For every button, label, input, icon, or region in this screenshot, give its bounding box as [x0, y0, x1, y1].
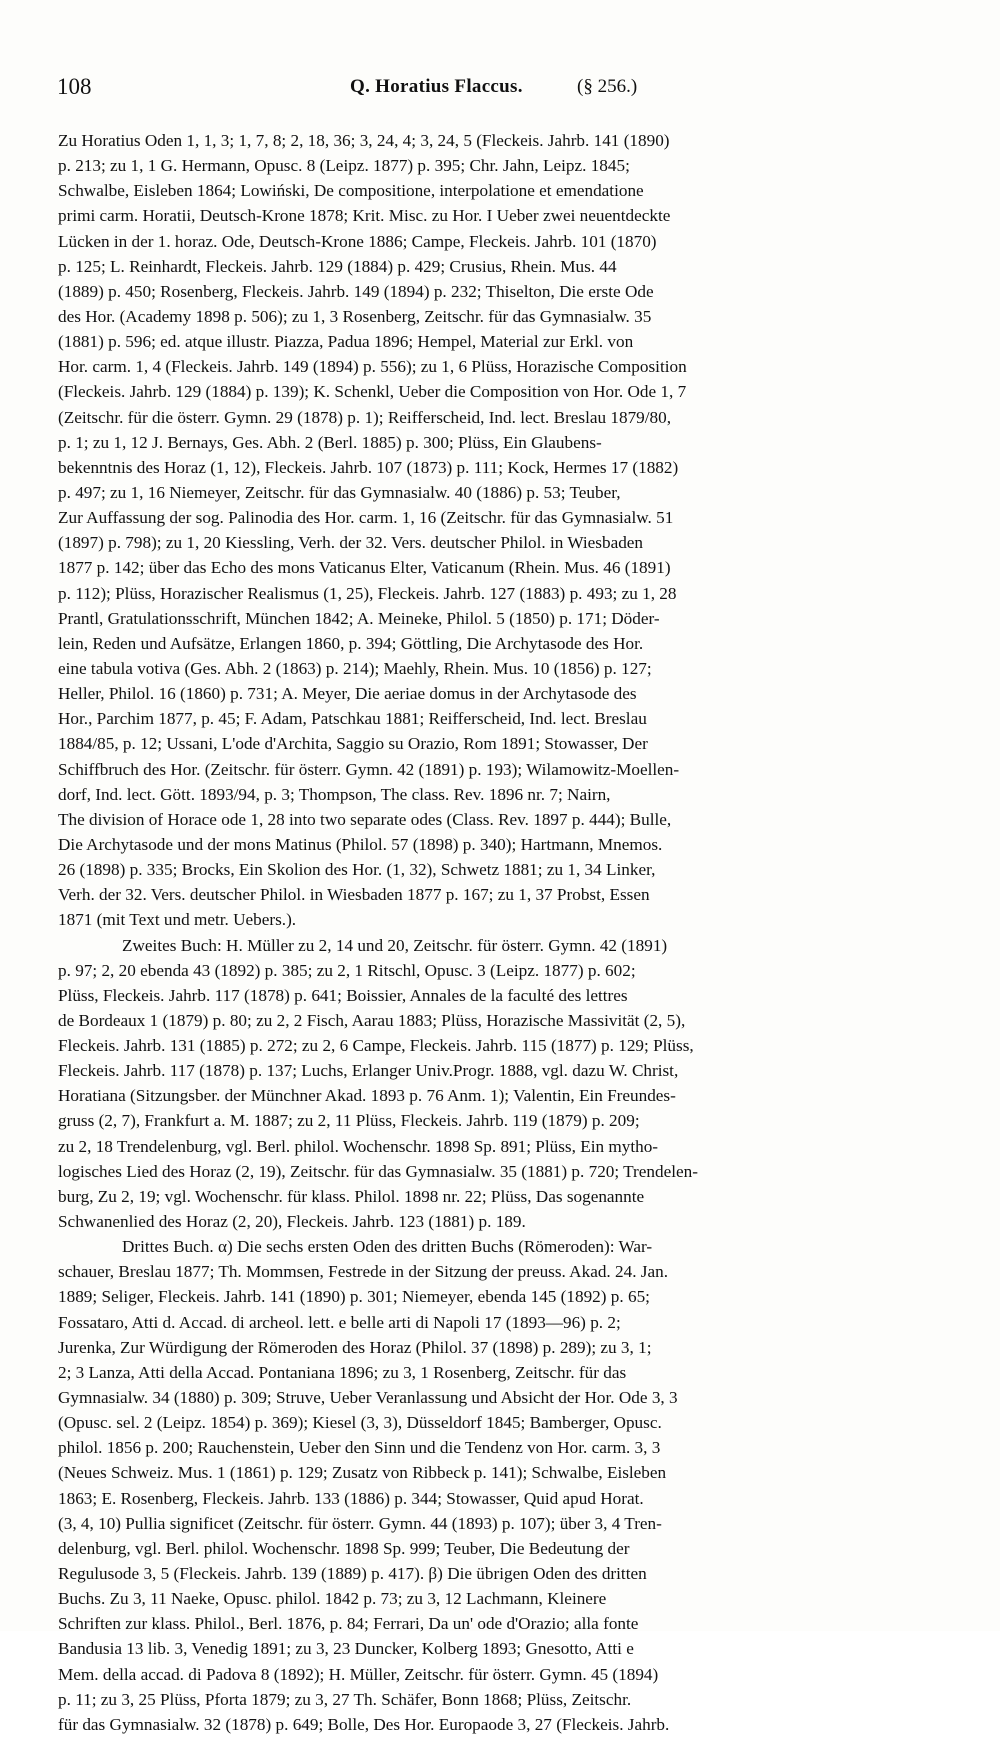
- text-line: p. 125; L. Reinhardt, Fleckeis. Jahrb. 129 (1884) p. 429; Crusius, Rhein. Mus. 44: [58, 256, 617, 276]
- text-line: Regulusode 3, 5 (Fleckeis. Jahrb. 139 (1889) p. 417). β) Die übrigen Oden des dritten: [58, 1564, 647, 1584]
- text-line: bekenntnis des Horaz (1, 12), Fleckeis. Jahrb. 107 (1873) p. 111; Kock, Hermes 17 (1882): [58, 457, 679, 477]
- text-line: (Fleckeis. Jahrb. 129 (1884) p. 139); K. Schenkl, Ueber die Composition von Hor. Ode 1, 7: [58, 382, 687, 402]
- text-line: Die Archytasode und der mons Matinus (Philol. 57 (1898) p. 340); Hartmann, Mnemos.: [58, 834, 663, 854]
- text-line: Schriften zur klass. Philol., Berl. 1876, p. 84; Ferrari, Da un' ode d'Orazio; alla fonte: [58, 1614, 639, 1634]
- text-line: Plüss, Fleckeis. Jahrb. 117 (1878) p. 641; Boissier, Annales de la faculté des lettres: [58, 985, 628, 1005]
- text-line: lein, Reden und Aufsätze, Erlangen 1860, p. 394; Göttling, Die Archytasode des Hor.: [58, 633, 644, 653]
- text-line: p. 497; zu 1, 16 Niemeyer, Zeitschr. für das Gymnasialw. 40 (1886) p. 53; Teuber,: [58, 482, 621, 502]
- text-line: p. 112); Plüss, Horazischer Realismus (1, 25), Fleckeis. Jahrb. 127 (1883) p. 493; zu 1, 28: [58, 583, 677, 603]
- text-line: (1881) p. 596; ed. atque illustr. Piazza, Padua 1896; Hempel, Material zur Erkl. von: [58, 332, 634, 352]
- text-line: 1884/85, p. 12; Ussani, L'ode d'Archita, Saggio su Orazio, Rom 1891; Stowasser, Der: [58, 734, 648, 754]
- text-line: logisches Lied des Horaz (2, 19), Zeitschr. für das Gymnasialw. 35 (1881) p. 720; Trendelen-: [58, 1161, 698, 1181]
- text-line: Jurenka, Zur Würdigung der Römeroden des Horaz (Philol. 37 (1898) p. 289); zu 3, 1;: [58, 1337, 652, 1357]
- text-line: Gymnasialw. 34 (1880) p. 309; Struve, Ueber Veranlassung und Absicht der Hor. Ode 3, 3: [58, 1388, 678, 1408]
- text-line: de Bordeaux 1 (1879) p. 80; zu 2, 2 Fisch, Aarau 1883; Plüss, Horazische Massivität (2, 5),: [58, 1010, 686, 1030]
- text-line: Heller, Philol. 16 (1860) p. 731; A. Meyer, Die aeriae domus in der Archytasode des: [58, 684, 637, 704]
- text-line: The division of Horace ode 1, 28 into two separate odes (Class. Rev. 1897 p. 444); Bulle,: [58, 809, 672, 829]
- running-head-section: (§ 256.): [577, 76, 638, 97]
- text-line: p. 213; zu 1, 1 G. Hermann, Opusc. 8 (Leipz. 1877) p. 395; Chr. Jahn, Leipz. 1845;: [58, 156, 630, 176]
- text-line: Fleckeis. Jahrb. 131 (1885) p. 272; zu 2, 6 Campe, Fleckeis. Jahrb. 115 (1877) p. 129; Plüss,: [58, 1036, 694, 1056]
- text-line: Schiffbruch des Hor. (Zeitschr. für österr. Gymn. 42 (1891) p. 193); Wilamowitz-Moellen-: [58, 759, 680, 779]
- text-line: 26 (1898) p. 335; Brocks, Ein Skolion des Hor. (1, 32), Schwetz 1881; zu 1, 34 Linker,: [58, 860, 656, 880]
- text-line: für das Gymnasialw. 32 (1878) p. 649; Bolle, Des Hor. Europaode 3, 27 (Fleckeis. Jahrb.: [58, 1714, 670, 1734]
- text-line: philol. 1856 p. 200; Rauchenstein, Ueber den Sinn und die Tendenz von Hor. carm. 3, 3: [58, 1438, 661, 1458]
- text-line: Schwalbe, Eisleben 1864; Lowiński, De compositione, interpolatione et emendatione: [58, 181, 644, 201]
- text-line: Lücken in der 1. horaz. Ode, Deutsch-Krone 1886; Campe, Fleckeis. Jahrb. 101 (1870): [58, 231, 657, 251]
- text-line: Schwanenlied des Horaz (2, 20), Fleckeis. Jahrb. 123 (1881) p. 189.: [58, 1212, 526, 1232]
- running-head-title: Q. Horatius Flaccus.: [350, 76, 523, 97]
- text-line: 2; 3 Lanza, Atti della Accad. Pontaniana 1896; zu 3, 1 Rosenberg, Zeitschr. für das: [58, 1362, 627, 1382]
- text-line: Zweites Buch: H. Müller zu 2, 14 und 20, Zeitschr. für österr. Gymn. 42 (1891): [122, 935, 668, 955]
- text-line: eine tabula votiva (Ges. Abh. 2 (1863) p. 214); Maehly, Rhein. Mus. 10 (1856) p. 127;: [58, 658, 652, 678]
- text-line: Fossataro, Atti d. Accad. di archeol. lett. e belle arti di Napoli 17 (1893—96) p. 2;: [58, 1312, 621, 1332]
- text-line: dorf, Ind. lect. Gött. 1893/94, p. 3; Thompson, The class. Rev. 1896 nr. 7; Nairn,: [58, 784, 611, 804]
- text-line: p. 1; zu 1, 12 J. Bernays, Ges. Abh. 2 (Berl. 1885) p. 300; Plüss, Ein Glaubens-: [58, 432, 602, 452]
- text-line: schauer, Breslau 1877; Th. Mommsen, Festrede in der Sitzung der preuss. Akad. 24. Jan.: [58, 1262, 668, 1282]
- text-line: (1897) p. 798); zu 1, 20 Kiessling, Verh. der 32. Vers. deutscher Philol. in Wiesbaden: [58, 533, 644, 553]
- text-line: Bandusia 13 lib. 3, Venedig 1891; zu 3, 23 Duncker, Kolberg 1893; Gnesotto, Atti e: [58, 1639, 634, 1659]
- text-line: primi carm. Horatii, Deutsch-Krone 1878; Krit. Misc. zu Hor. I Ueber zwei neuentdeckte: [58, 206, 671, 226]
- text-line: (Zeitschr. für die österr. Gymn. 29 (1878) p. 1); Reifferscheid, Ind. lect. Breslau 1879/80,: [58, 407, 672, 427]
- text-line: Drittes Buch. α) Die sechs ersten Oden des dritten Buchs (Römeroden): War-: [122, 1237, 653, 1257]
- text-line: Hor. carm. 1, 4 (Fleckeis. Jahrb. 149 (1894) p. 556); zu 1, 6 Plüss, Horazische Composition: [58, 357, 687, 377]
- text-line: (3, 4, 10) Pullia significet (Zeitschr. für österr. Gymn. 44 (1893) p. 107); über 3, 4 Tren-: [58, 1513, 662, 1533]
- text-line: (1889) p. 450; Rosenberg, Fleckeis. Jahrb. 149 (1894) p. 232; Thiselton, Die erste Ode: [58, 281, 654, 301]
- text-line: Buchs. Zu 3, 11 Naeke, Opusc. philol. 1842 p. 73; zu 3, 12 Lachmann, Kleinere: [58, 1589, 607, 1609]
- page-number: 108: [57, 74, 92, 99]
- text-line: (Opusc. sel. 2 (Leipz. 1854) p. 369); Kiesel (3, 3), Düsseldorf 1845; Bamberger, Opusc.: [58, 1413, 662, 1433]
- text-line: (Neues Schweiz. Mus. 1 (1861) p. 129; Zusatz von Ribbeck p. 141); Schwalbe, Eisleben: [58, 1463, 667, 1483]
- text-line: gruss (2, 7), Frankfurt a. M. 1887; zu 2, 11 Plüss, Fleckeis. Jahrb. 119 (1879) p. 209;: [58, 1111, 640, 1131]
- text-line: des Hor. (Academy 1898 p. 506); zu 1, 3 Rosenberg, Zeitschr. für das Gymnasialw. 35: [58, 306, 652, 326]
- text-line: 1863; E. Rosenberg, Fleckeis. Jahrb. 133 (1886) p. 344; Stowasser, Quid apud Horat.: [58, 1488, 644, 1508]
- text-line: Zur Auffassung der sog. Palinodia des Hor. carm. 1, 16 (Zeitschr. für das Gymnasialw. 51: [58, 508, 674, 528]
- text-line: 1871 (mit Text und metr. Uebers.).: [58, 910, 297, 930]
- text-line: zu 2, 18 Trendelenburg, vgl. Berl. philol. Wochenschr. 1898 Sp. 891; Plüss, Ein mytho-: [58, 1136, 659, 1156]
- text-line: delenburg, vgl. Berl. philol. Wochenschr. 1898 Sp. 999; Teuber, Die Bedeutung der: [58, 1538, 630, 1558]
- text-line: p. 97; 2, 20 ebenda 43 (1892) p. 385; zu 2, 1 Ritschl, Opusc. 3 (Leipz. 1877) p. 602;: [58, 960, 636, 980]
- text-line: Mem. della accad. di Padova 8 (1892); H. Müller, Zeitschr. für österr. Gymn. 45 (1894): [58, 1664, 659, 1684]
- text-line: Verh. der 32. Vers. deutscher Philol. in Wiesbaden 1877 p. 167; zu 1, 37 Probst, Essen: [58, 885, 650, 905]
- text-line: Fleckeis. Jahrb. 117 (1878) p. 137; Luchs, Erlanger Univ.Progr. 1888, vgl. dazu W. Christ,: [58, 1061, 679, 1081]
- text-line: Hor., Parchim 1877, p. 45; F. Adam, Patschkau 1881; Reifferscheid, Ind. lect. Breslau: [58, 709, 647, 729]
- text-line: p. 11; zu 3, 25 Plüss, Pforta 1879; zu 3, 27 Th. Schäfer, Bonn 1868; Plüss, Zeitschr.: [58, 1689, 632, 1709]
- text-line: Zu Horatius Oden 1, 1, 3; 1, 7, 8; 2, 18, 36; 3, 24, 4; 3, 24, 5 (Fleckeis. Jahrb. 141 (1890): [58, 131, 670, 150]
- page-header: [57, 74, 937, 104]
- text-line: Prantl, Gratulationsschrift, München 1842; A. Meineke, Philol. 5 (1850) p. 171; Döder-: [58, 608, 660, 628]
- text-line: 1889; Seliger, Fleckeis. Jahrb. 141 (1890) p. 301; Niemeyer, ebenda 145 (1892) p. 65;: [58, 1287, 650, 1307]
- text-line: burg, Zu 2, 19; vgl. Wochenschr. für klass. Philol. 1898 nr. 22; Plüss, Das sogenannte: [58, 1186, 645, 1206]
- text-line: Horatiana (Sitzungsber. der Münchner Akad. 1893 p. 76 Anm. 1); Valentin, Ein Freundes-: [58, 1086, 676, 1106]
- text-line: 1877 p. 142; über das Echo des mons Vaticanus Elter, Vaticanum (Rhein. Mus. 46 (1891): [58, 558, 671, 578]
- body-text: [58, 128, 942, 1737]
